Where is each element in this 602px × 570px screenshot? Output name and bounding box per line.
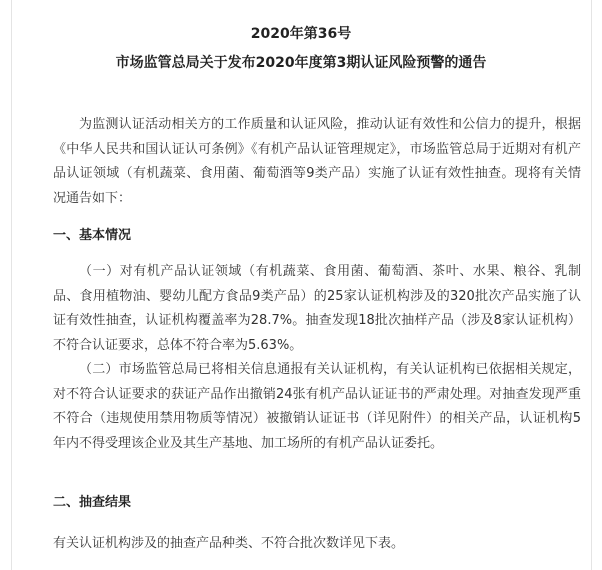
left-border-line (11, 0, 12, 570)
intro-paragraph: 为监测认证活动相关方的工作质量和认证风险，推动认证有效性和公信力的提升，根据《中华人民共和国认证认可条例》《有机产品认证管理规定》，市场监管总局于近期对有机产品认证领域（有机蔬菜、食用菌、葡萄酒等9类产品）实施了认证有效性抽查。现将有关情况通告如下： (53, 117, 581, 206)
right-border-line (591, 0, 592, 570)
results-paragraph: 有关认证机构涉及的抽查产品种类、不符合批次数详见下表。 (53, 536, 405, 551)
basic-info-paragraph-2: （二）市场监管总局已将相关信息通报有关认证机构，有关认证机构已依据相关规定，对不符合认证要求的获证产品作出撤销24张有机产品认证证书的严肃处理。对抽查发现严重不符合（违规使用禁用物质等情况）被撤销认证证书（详见附件）的相关产品，认证机构5年内不得受理该企业及其生产基地、加工场所的有机产品认证委托。 (53, 362, 581, 451)
section-heading-results: 二、抽查结果 (53, 495, 132, 510)
notice-title: 市场监管总局关于发布2020年度第3期认证风险预警的通告 (115, 55, 487, 71)
notice-number: 2020年第36号 (250, 26, 352, 42)
section-heading-basic-info: 一、基本情况 (53, 228, 132, 243)
basic-info-paragraph-1: （一）对有机产品认证领域（有机蔬菜、食用菌、葡萄酒、茶叶、水果、粮谷、乳制品、食用植物油、婴幼儿配方食品9类产品）的25家认证机构涉及的320批次产品实施了认证有效性抽查，认证机构覆盖率为28.7%。抽查发现18批次抽样产品（涉及8家认证机构）不符合认证要求，总体不符合率为5.63%。 (53, 264, 581, 353)
